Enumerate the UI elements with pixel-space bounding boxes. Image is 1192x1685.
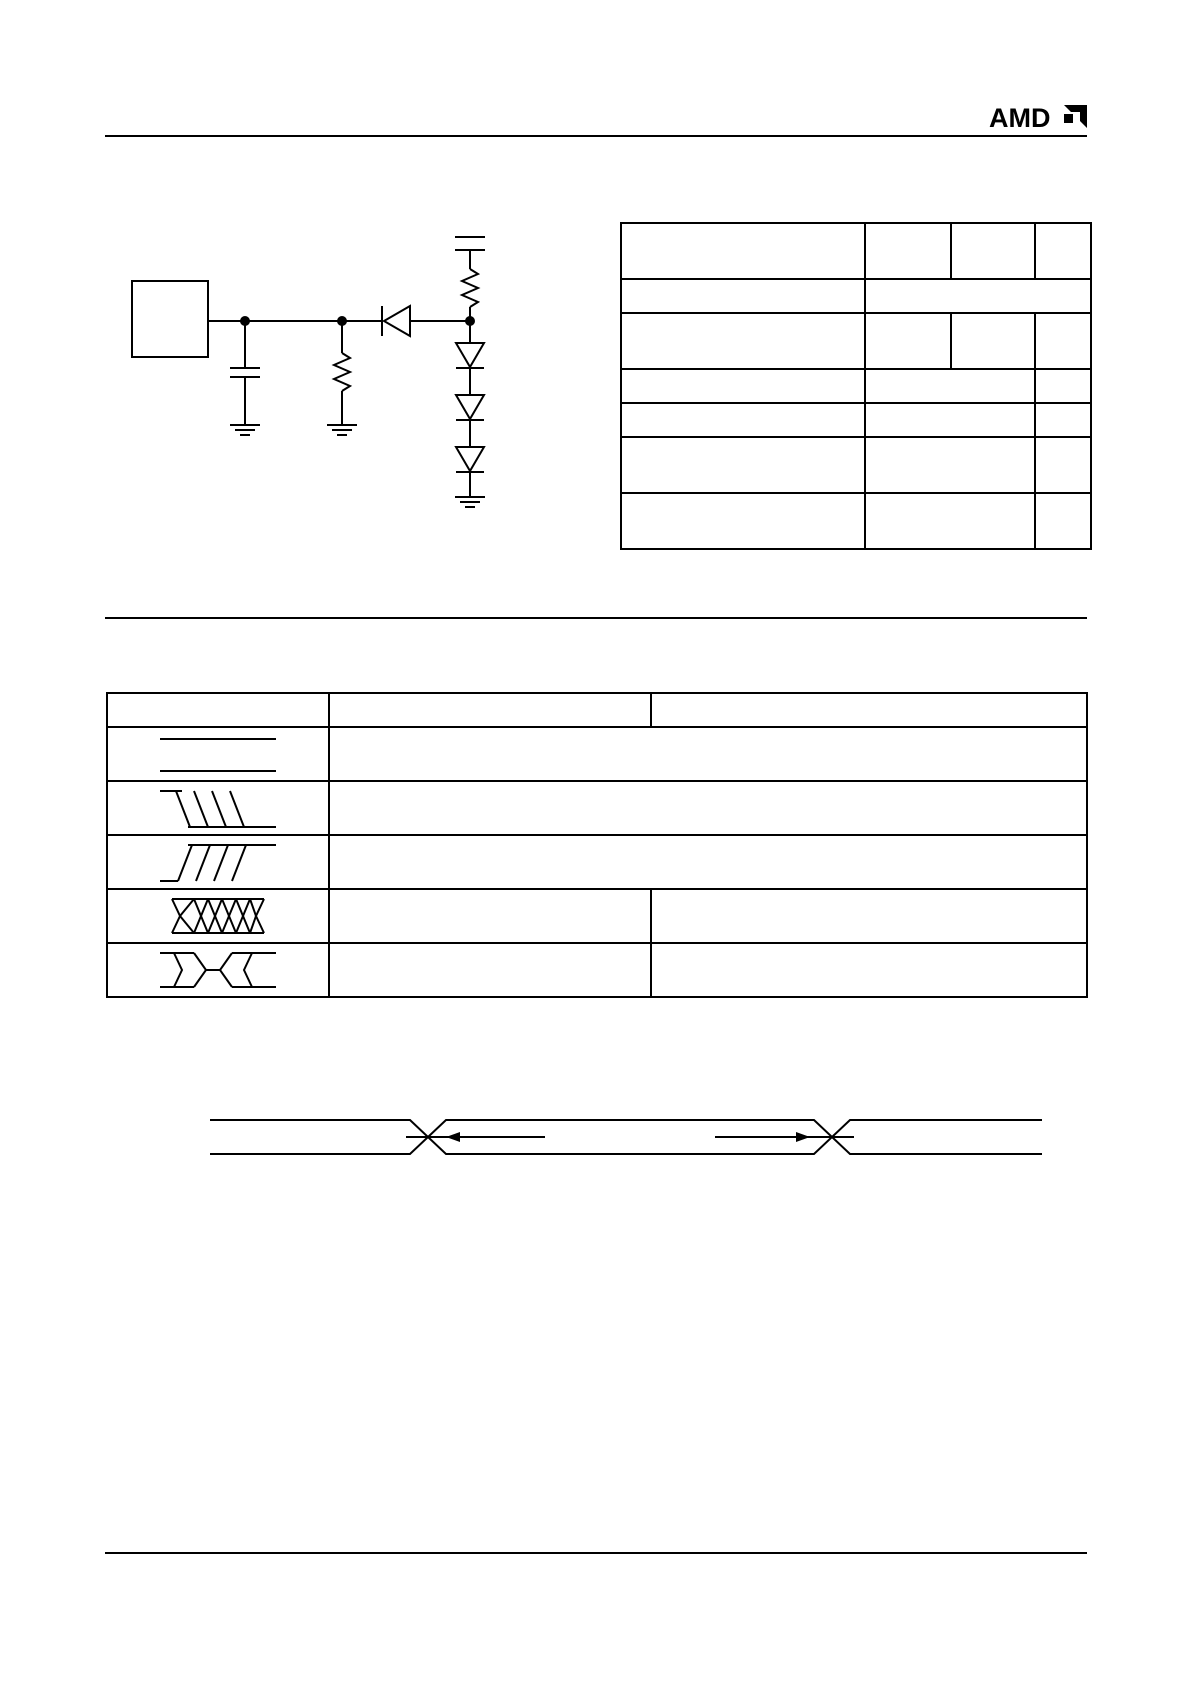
- series-diode-icon: [384, 306, 410, 336]
- table-cell: [865, 493, 1035, 549]
- footer-rule: [105, 1552, 1087, 1554]
- amd-logo: [988, 102, 1088, 137]
- table-cell: [651, 889, 1087, 943]
- ground-symbols: [230, 425, 485, 507]
- table-row: [107, 727, 1087, 781]
- table-cell: [621, 279, 865, 313]
- table-cell: [865, 313, 951, 369]
- table-row: [107, 943, 1087, 997]
- steady-waveform-cell: [107, 727, 329, 781]
- table-cell: [951, 313, 1035, 369]
- table-cell: [1035, 223, 1091, 279]
- table-cell: [865, 403, 1035, 437]
- table-cell: [621, 493, 865, 549]
- table-cell: [865, 369, 1035, 403]
- table-header-cell: [329, 693, 651, 727]
- amd-arrow-logo-icon: [988, 102, 1088, 132]
- table-cell: [621, 403, 865, 437]
- table-cell: [329, 781, 1087, 835]
- table-cell: [865, 279, 1091, 313]
- logo-text: AMD: [989, 103, 1051, 132]
- steady-waveform-icon: [158, 732, 278, 776]
- dont-care-waveform-cell: [107, 889, 329, 943]
- test-conditions-table: [620, 222, 1092, 550]
- center-line-waveform-cell: [107, 943, 329, 997]
- table-cell: [865, 437, 1035, 493]
- header-rule: [105, 135, 1087, 137]
- device-under-test-box: [132, 281, 208, 357]
- waveform-key-table: [106, 692, 1088, 998]
- table-cell: [329, 889, 651, 943]
- table-cell: [1035, 403, 1091, 437]
- table-cell: [621, 223, 865, 279]
- table-header-cell: [651, 693, 1087, 727]
- table-cell: [329, 943, 651, 997]
- table-cell: [621, 369, 865, 403]
- changing-high-to-low-icon: [158, 786, 278, 830]
- high-to-low-waveform-cell: [107, 781, 329, 835]
- table-row: [107, 781, 1087, 835]
- table-header-cell: [107, 693, 329, 727]
- table-cell: [651, 943, 1087, 997]
- test-circuit-diagram: [110, 225, 510, 525]
- table-cell: [1035, 493, 1091, 549]
- table-cell: [1035, 313, 1091, 369]
- input-waveform-diagram: [210, 1115, 1050, 1160]
- dont-care-waveform-icon: [158, 894, 278, 938]
- table-cell: [1035, 369, 1091, 403]
- table-cell: [329, 835, 1087, 889]
- section-rule: [105, 617, 1087, 619]
- table-cell: [621, 313, 865, 369]
- changing-low-to-high-icon: [158, 840, 278, 884]
- center-line-high-impedance-icon: [158, 948, 278, 992]
- table-row: [107, 889, 1087, 943]
- table-row: [107, 835, 1087, 889]
- low-to-high-waveform-cell: [107, 835, 329, 889]
- table-cell: [1035, 437, 1091, 493]
- table-cell: [951, 223, 1035, 279]
- table-cell: [865, 223, 951, 279]
- table-cell: [621, 437, 865, 493]
- table-cell: [329, 727, 1087, 781]
